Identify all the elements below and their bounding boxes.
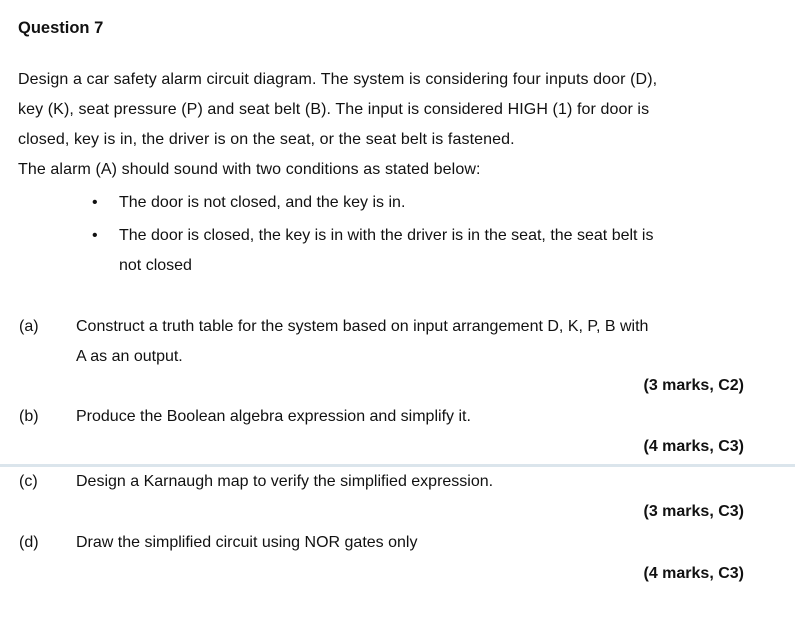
question-a-text-line-2: A as an output. (76, 348, 183, 365)
question-a-marks: (3 marks, C2) (643, 377, 744, 394)
bullet-2-text-line-2: not closed (119, 257, 192, 274)
question-b-label: (b) (19, 408, 39, 425)
question-c-text: Design a Karnaugh map to verify the simplified expression. (76, 473, 494, 490)
question-a-text-line-1: Construct a truth table for the system based on input arrangement D, K, P, B with (76, 318, 649, 335)
question-d-text: Draw the simplified circuit using NOR gates only (76, 534, 418, 551)
bullet-1-text: The door is not closed, and the key is in. (119, 194, 406, 211)
bullet-2-text-line-1: The door is closed, the key is in with the driver is in the seat, the seat belt is (119, 227, 654, 244)
intro-line-4: The alarm (A) should sound with two conditions as stated below: (18, 161, 481, 178)
question-b-marks: (4 marks, C3) (643, 438, 744, 455)
section-divider (0, 464, 795, 467)
bullet-icon: • (92, 227, 98, 244)
question-a-label: (a) (19, 318, 39, 335)
intro-line-1: Design a car safety alarm circuit diagram. The system is considering four inputs door (D), (18, 71, 658, 88)
question-b-text: Produce the Boolean algebra expression and simplify it. (76, 408, 471, 425)
question-title: Question 7 (18, 19, 104, 37)
question-c-label: (c) (19, 473, 38, 490)
question-c-marks: (3 marks, C3) (643, 503, 744, 520)
question-d-label: (d) (19, 534, 39, 551)
intro-line-2: key (K), seat pressure (P) and seat belt (B). The input is considered HIGH (1) for door is (18, 101, 650, 118)
bullet-icon: • (92, 194, 98, 211)
intro-line-3: closed, key is in, the driver is on the seat, or the seat belt is fastened. (18, 131, 515, 148)
question-d-marks: (4 marks, C3) (643, 565, 744, 582)
